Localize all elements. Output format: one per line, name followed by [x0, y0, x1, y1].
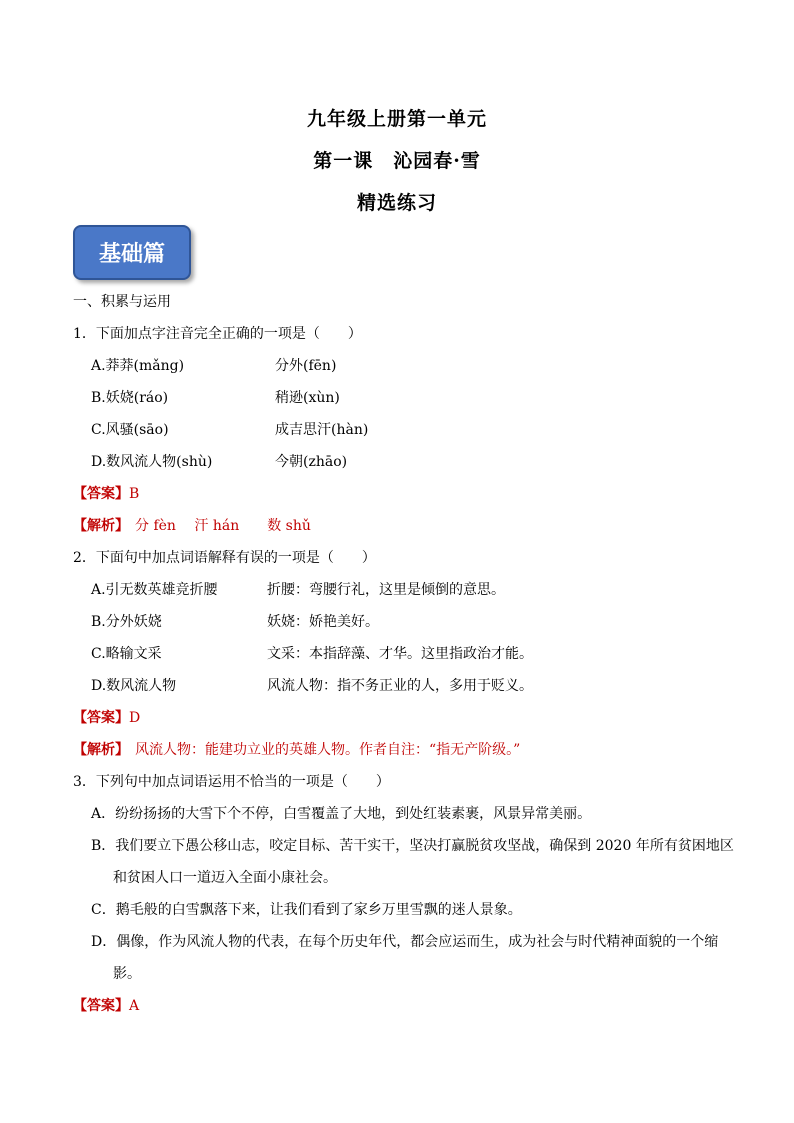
- q1-option-b-left: B.妖娆(ráo): [91, 390, 169, 406]
- q3-answer: [73, 997, 139, 1015]
- q3-option-b-line2: 和贫困人口一道迈入全面小康社会。: [113, 870, 337, 886]
- q2-analysis-text: 风流人物：能建功立业的英雄人物。作者自注：“指无产阶级。”: [135, 742, 521, 758]
- q1-analysis: [73, 517, 311, 535]
- q2-analysis-label: 【解析】: [73, 742, 129, 758]
- doc-title-unit: 九年级上册第一单元: [306, 108, 487, 130]
- section-title: 一、积累与运用: [73, 294, 171, 310]
- q2-option-d-left: D.数风流人物: [91, 678, 177, 694]
- q1-stem: 1．下面加点字注音完全正确的一项是（ ）: [73, 326, 362, 342]
- q3-option-a: A．纷纷扬扬的大雪下个不停，白雪覆盖了大地，到处红装素裹，风景异常美丽。: [91, 806, 592, 822]
- q3-option-b-line1: B．我们要立下愚公移山志，咬定目标、苦干实干，坚决打赢脱贫攻坚战，确保到 2020 年所有贫困地区: [91, 838, 734, 854]
- q1-option-d-right: 今朝(zhāo): [275, 454, 348, 470]
- q2-answer-label: 【答案】: [73, 710, 129, 726]
- q2-answer-value: D: [129, 710, 141, 726]
- q1-option-a-right: 分外(fēn): [275, 358, 337, 374]
- q1-analysis-label: 【解析】: [73, 518, 129, 534]
- q1-option-c-left: C.风骚(sāo): [91, 422, 169, 438]
- q2-option-a-right: 折腰：弯腰行礼，这里是倾倒的意思。: [267, 582, 505, 598]
- q3-option-d-line1: D．偶像，作为风流人物的代表，在每个历史年代，都会应运而生，成为社会与时代精神面貌的一个缩: [91, 934, 719, 950]
- q2-option-b-right: 妖娆：娇艳美好。: [267, 614, 379, 630]
- q2-stem: 2．下面句中加点词语解释有误的一项是（ ）: [73, 550, 376, 566]
- q1-answer: [73, 485, 139, 503]
- doc-title-exercise: 精选练习: [356, 192, 437, 214]
- q2-option-d-right: 风流人物：指不务正业的人，多用于贬义。: [267, 678, 533, 694]
- q3-stem: 3．下列句中加点词语运用不恰当的一项是（ ）: [73, 774, 390, 790]
- doc-title-lesson: 第一课 沁园春·雪: [313, 150, 481, 172]
- q2-option-c-right: 文采：本指辞藻、才华。这里指政治才能。: [267, 646, 533, 662]
- q2-answer: [73, 709, 140, 727]
- q1-answer-label: 【答案】: [73, 486, 129, 502]
- q3-answer-label: 【答案】: [73, 998, 129, 1014]
- q3-answer-value: A: [129, 998, 140, 1014]
- q1-option-c-right: 成吉思汗(hàn): [275, 422, 369, 438]
- q2-option-b-left: B.分外妖娆: [91, 614, 162, 630]
- q1-option-a-left: A.莽莽(mǎng): [91, 358, 185, 374]
- q2-option-a-left: A.引无数英雄竞折腰: [91, 582, 218, 598]
- section-badge-label: 基础篇: [98, 241, 165, 267]
- q1-analysis-text: 分 fèn 汗 hán 数 shǔ: [135, 518, 311, 534]
- q2-analysis: [73, 741, 520, 759]
- q3-option-d-line2: 影。: [113, 966, 141, 982]
- q1-option-b-right: 稍逊(xùn): [275, 390, 340, 406]
- q1-answer-value: B: [129, 486, 140, 502]
- section-badge: [73, 225, 191, 280]
- q1-option-d-left: D.数风流人物(shù): [91, 454, 213, 470]
- q3-option-c: C．鹅毛般的白雪飘落下来，让我们看到了家乡万里雪飘的迷人景象。: [91, 902, 522, 918]
- q2-option-c-left: C.略输文采: [91, 646, 162, 662]
